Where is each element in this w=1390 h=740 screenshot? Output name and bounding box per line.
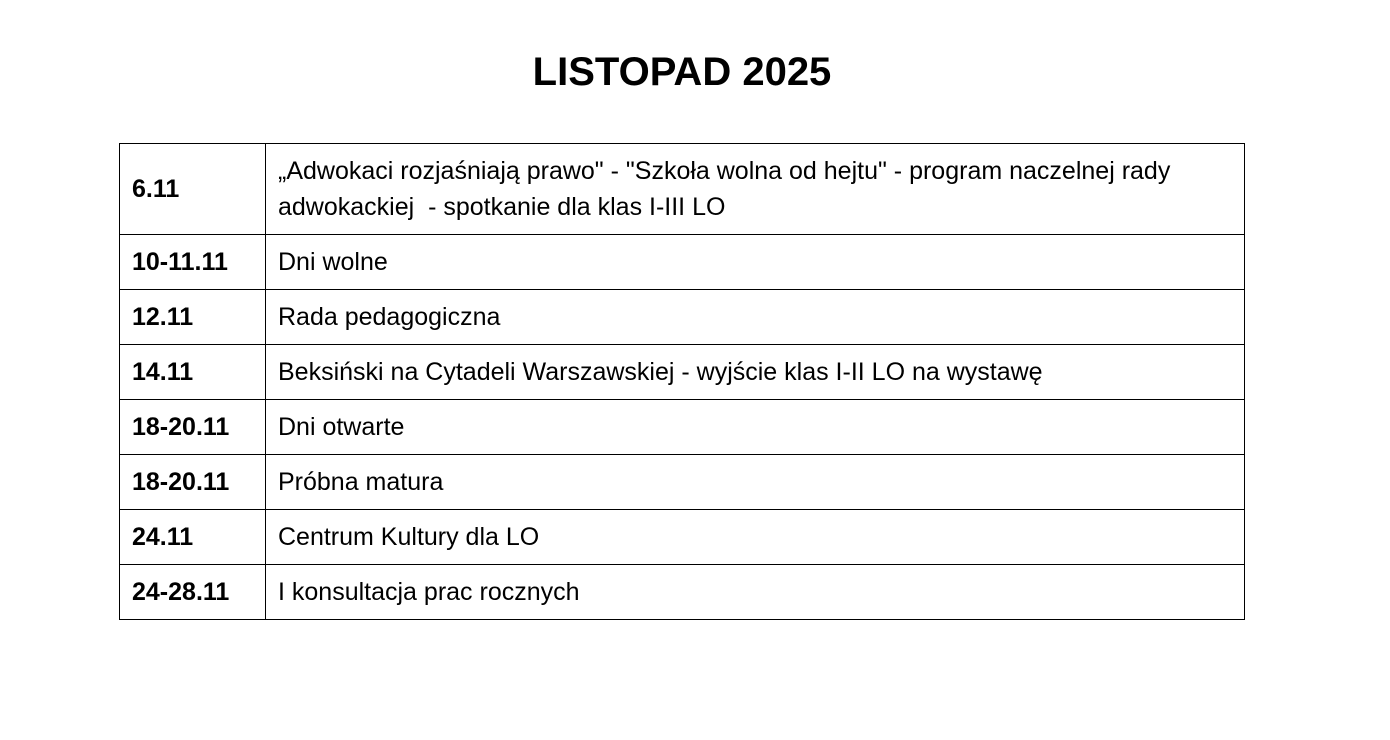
- event-date: 12.11: [120, 290, 266, 345]
- event-date: 18-20.11: [120, 400, 266, 455]
- event-description: Centrum Kultury dla LO: [266, 510, 1245, 565]
- event-description: Rada pedagogiczna: [266, 290, 1245, 345]
- table-row: [120, 290, 1245, 345]
- event-date: 6.11: [120, 144, 266, 235]
- event-description: I konsultacja prac rocznych: [266, 565, 1245, 620]
- event-date: 10-11.11: [120, 235, 266, 290]
- table-row: [120, 455, 1245, 510]
- event-description: Próbna matura: [266, 455, 1245, 510]
- table-row: [120, 235, 1245, 290]
- schedule-table-body: [120, 144, 1245, 620]
- event-date: 24.11: [120, 510, 266, 565]
- event-description: Dni otwarte: [266, 400, 1245, 455]
- page-title: LISTOPAD 2025: [532, 50, 832, 94]
- table-row: [120, 565, 1245, 620]
- event-date: 24-28.11: [120, 565, 266, 620]
- event-description: „Adwokaci rozjaśniają prawo" - "Szkoła wolna od hejtu" - program naczelnej rady adwokackiej - spotkanie dla klas I-III LO: [266, 144, 1245, 235]
- schedule-table: [119, 143, 1245, 620]
- event-date: 14.11: [120, 345, 266, 400]
- event-date: 18-20.11: [120, 455, 266, 510]
- table-row: [120, 400, 1245, 455]
- table-row: [120, 510, 1245, 565]
- table-row: [120, 144, 1245, 235]
- event-description: Dni wolne: [266, 235, 1245, 290]
- table-row: [120, 345, 1245, 400]
- event-description: Beksiński na Cytadeli Warszawskiej - wyjście klas I-II LO na wystawę: [266, 345, 1245, 400]
